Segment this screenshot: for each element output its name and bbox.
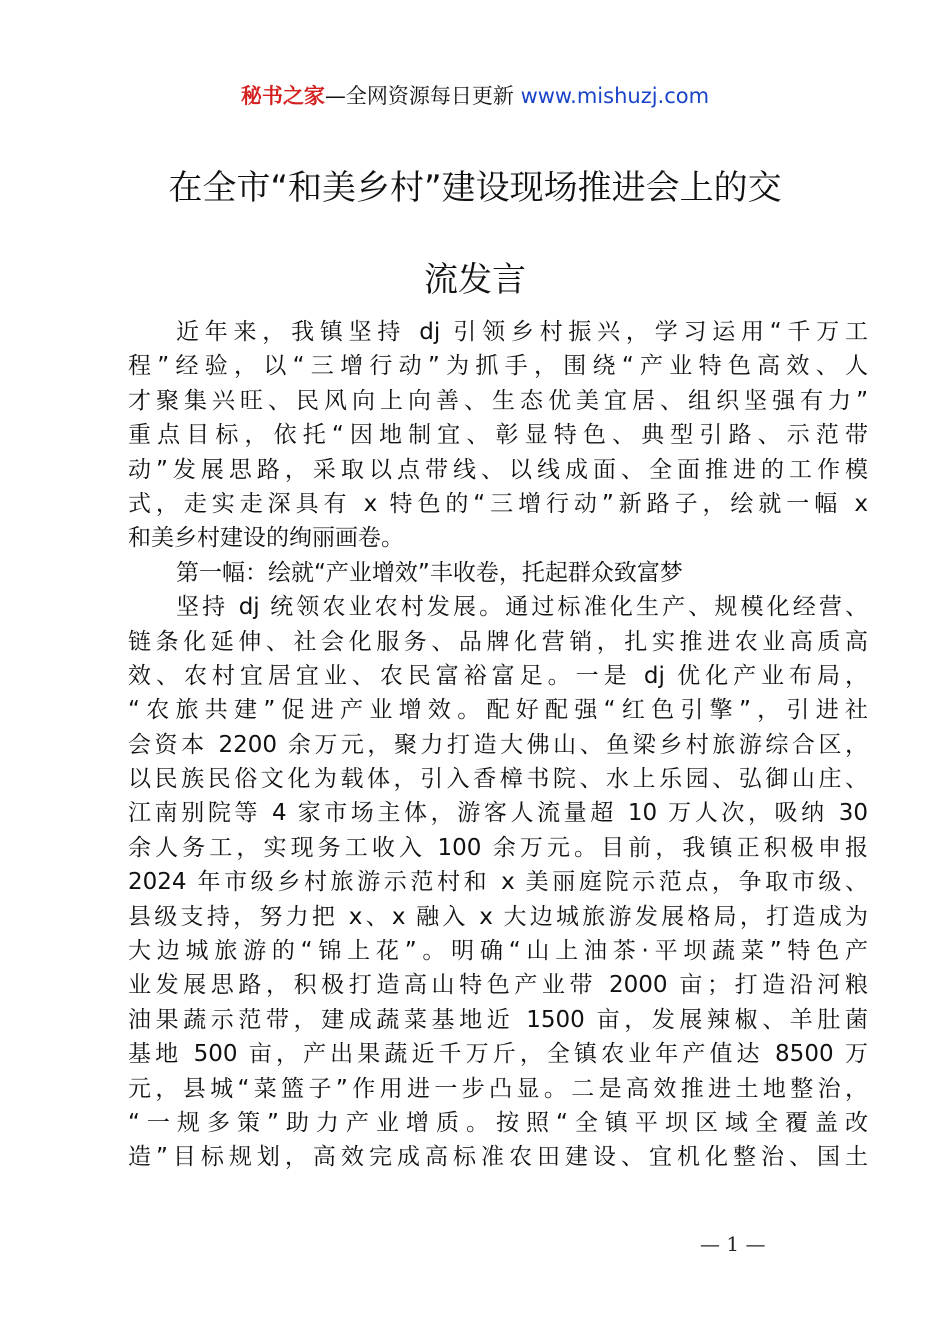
body-line: 会资本 2200 余万元，聚力打造大佛山、鱼梁乡村旅游综合区， bbox=[128, 731, 868, 758]
body-line: 基地 500 亩，产出果蔬近千万斤，全镇农业年产值达 8500 万 bbox=[128, 1041, 868, 1068]
body-line: 油果蔬示范带，建成蔬菜基地近 1500 亩，发展辣椒、羊肚菌 bbox=[128, 1006, 868, 1033]
body-line: 业发展思路，积极打造高山特色产业带 2000 亩；打造沿河粮 bbox=[128, 972, 868, 999]
body-line: 重点目标，依托“因地制宜、彰显特色、典型引路、示范带 bbox=[128, 422, 868, 449]
body-line: 才聚集兴旺、民风向上向善、生态优美宜居、组织坚强有力” bbox=[128, 387, 868, 414]
page-number: — 1 — bbox=[700, 1232, 766, 1256]
body-line: 效、农村宜居宜业、农民富裕富足。一是 dj 优化产业布局， bbox=[128, 662, 868, 689]
body-line: 和美乡村建设的绚丽画卷。 bbox=[128, 525, 404, 552]
body-line: “一规多策”助力产业增质。按照“全镇平坝区域全覆盖改 bbox=[128, 1109, 868, 1136]
body-line: 链条化延伸、社会化服务、品牌化营销，扎实推进农业高质高 bbox=[128, 628, 868, 655]
body-line: 大边城旅游的“锦上花”。明确“山上油茶·平坝蔬菜”特色产 bbox=[128, 938, 868, 965]
body-line: 元，县城“菜篮子”作用进一步凸显。二是高效推进土地整治， bbox=[128, 1075, 868, 1102]
site-brand: 秘书之家 bbox=[240, 84, 325, 108]
site-slogan: —全网资源每日更新 bbox=[324, 84, 514, 108]
body-line: 式，走实走深具有 x 特色的“三增行动”新路子，绘就一幅 x bbox=[128, 490, 868, 517]
body-line: 江南别院等 4 家市场主体，游客人流量超 10 万人次，吸纳 30 bbox=[128, 800, 868, 827]
section-heading: 第一幅：绘就“产业增效”丰收卷，托起群众致富梦 bbox=[176, 559, 683, 586]
body-line: 余人务工，实现务工收入 100 余万元。目前，我镇正积极申报 bbox=[128, 834, 868, 861]
site-header bbox=[0, 80, 950, 112]
body-line: 程”经验，以“三增行动”为抓手，围绕“产业特色高效、人 bbox=[128, 353, 868, 380]
document-title-line-2: 流发言 bbox=[424, 260, 526, 300]
body-line: 近年来，我镇坚持 dj 引领乡村振兴，学习运用“千万工 bbox=[176, 319, 868, 345]
document-title-line-1: 在全市“和美乡村”建设现场推进会上的交 bbox=[168, 168, 782, 208]
body-line: 县级支持，努力把 x、x 融入 x 大边城旅游发展格局，打造成为 bbox=[128, 903, 868, 930]
body-line: “农旅共建”促进产业增效。配好配强“红色引擎”，引进社 bbox=[128, 697, 868, 724]
body-line: 坚持 dj 统领农业农村发展。通过标准化生产、规模化经营、 bbox=[176, 594, 868, 621]
body-line: 以民族民俗文化为载体，引入香樟书院、水上乐园、弘御山庄、 bbox=[128, 766, 868, 793]
site-url-link[interactable]: www.mishuzj.com bbox=[520, 84, 710, 108]
body-line: 造”目标规划，高效完成高标准农田建设、宜机化整治、国土 bbox=[128, 1144, 868, 1171]
body-line: 2024 年市级乡村旅游示范村和 x 美丽庭院示范点，争取市级、 bbox=[128, 869, 868, 896]
document-body bbox=[128, 315, 868, 1175]
body-line: 动”发展思路，采取以点带线、以线成面、全面推进的工作模 bbox=[128, 456, 868, 483]
